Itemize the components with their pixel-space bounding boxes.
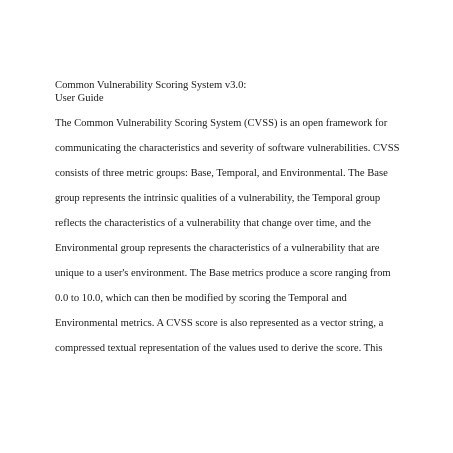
document-title xyxy=(55,80,400,105)
body-paragraph: 0.0 to 10.0, which can then be modified by scoring the Temporal and xyxy=(55,292,347,304)
body-paragraph: Environmental group represents the characteristics of a vulnerability that are xyxy=(55,242,380,254)
document-title-line-1: Common Vulnerability Scoring System v3.0: xyxy=(55,80,247,91)
body-paragraph: unique to a user's environment. The Base metrics produce a score ranging from xyxy=(55,267,391,279)
body-paragraph: consists of three metric groups: Base, Temporal, and Environmental. The Base xyxy=(55,167,388,179)
body-paragraph: compressed textual representation of the values used to derive the score. This xyxy=(55,342,383,354)
body-paragraph: Environmental metrics. A CVSS score is also represented as a vector string, a xyxy=(55,317,384,329)
body-paragraph: reflects the characteristics of a vulnerability that change over time, and the xyxy=(55,217,371,229)
body-paragraph: group represents the intrinsic qualities of a vulnerability, the Temporal group xyxy=(55,192,381,204)
body-paragraph: The Common Vulnerability Scoring System (CVSS) is an open framework for xyxy=(55,117,388,129)
document-body xyxy=(55,80,400,368)
document-title-line-2: User Guide xyxy=(55,92,104,104)
body-paragraph: communicating the characteristics and severity of software vulnerabilities. CVSS xyxy=(55,142,400,154)
